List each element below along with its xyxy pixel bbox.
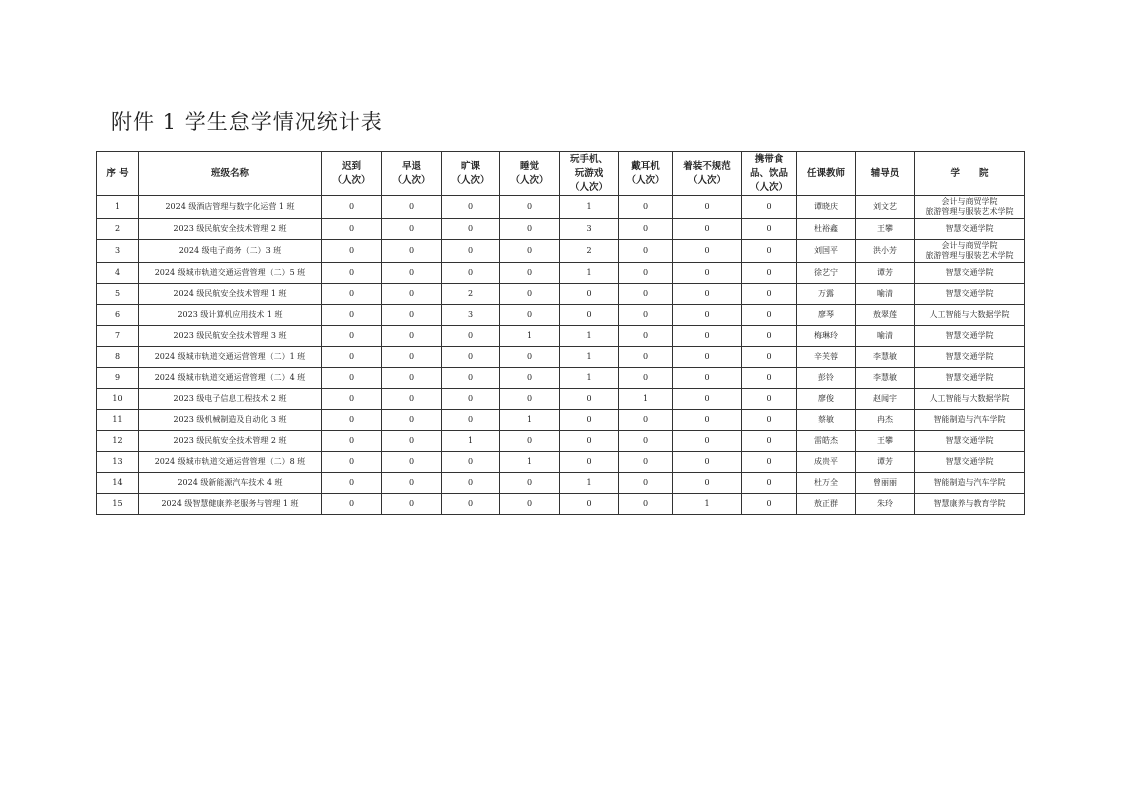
table-cell: 1 xyxy=(619,389,673,410)
table-cell: 0 xyxy=(742,410,797,431)
table-cell: 2 xyxy=(97,219,139,240)
table-cell: 0 xyxy=(619,368,673,389)
table-cell: 0 xyxy=(673,368,742,389)
table-cell: 0 xyxy=(742,452,797,473)
table-cell: 0 xyxy=(322,494,382,515)
table-cell: 智慧交通学院 xyxy=(915,368,1025,389)
table-cell: 2024 级民航安全技术管理 1 班 xyxy=(139,284,322,305)
table-cell: 0 xyxy=(673,263,742,284)
table-cell: 0 xyxy=(442,410,500,431)
table-cell: 0 xyxy=(673,326,742,347)
table-cell: 0 xyxy=(742,347,797,368)
table-cell: 0 xyxy=(382,389,442,410)
table-cell: 洪小芳 xyxy=(856,240,915,263)
table-row xyxy=(97,240,1025,263)
table-cell: 0 xyxy=(560,452,619,473)
table-cell: 0 xyxy=(673,347,742,368)
column-header: 睡觉 （人次） xyxy=(500,152,560,196)
table-cell: 0 xyxy=(382,240,442,263)
table-cell: 8 xyxy=(97,347,139,368)
table-cell: 3 xyxy=(97,240,139,263)
table-cell: 0 xyxy=(619,494,673,515)
table-cell: 0 xyxy=(500,473,560,494)
table-cell: 谭芳 xyxy=(856,263,915,284)
table-cell: 辛芙蓉 xyxy=(797,347,856,368)
table-cell: 万露 xyxy=(797,284,856,305)
table-cell: 李慧敏 xyxy=(856,347,915,368)
table-cell: 1 xyxy=(560,347,619,368)
table-row xyxy=(97,219,1025,240)
table-cell: 0 xyxy=(673,219,742,240)
table-cell: 0 xyxy=(560,284,619,305)
table-cell: 智慧交通学院 xyxy=(915,219,1025,240)
table-cell: 0 xyxy=(322,452,382,473)
column-header: 任课教师 xyxy=(797,152,856,196)
table-cell: 0 xyxy=(322,326,382,347)
column-header: 着装不规范 （人次） xyxy=(673,152,742,196)
table-cell: 王攀 xyxy=(856,431,915,452)
table-row xyxy=(97,263,1025,284)
table-cell: 0 xyxy=(619,196,673,219)
table-cell: 0 xyxy=(619,219,673,240)
column-header: 班级名称 xyxy=(139,152,322,196)
table-cell: 谭晓庆 xyxy=(797,196,856,219)
table-cell: 0 xyxy=(673,473,742,494)
table-cell: 0 xyxy=(322,263,382,284)
table-cell: 0 xyxy=(619,410,673,431)
table-cell: 智慧交通学院 xyxy=(915,347,1025,368)
table-row xyxy=(97,410,1025,431)
table-cell: 0 xyxy=(442,196,500,219)
table-cell: 0 xyxy=(619,326,673,347)
table-cell: 0 xyxy=(500,240,560,263)
table-cell: 2024 级城市轨道交通运营管理（二）5 班 xyxy=(139,263,322,284)
table-cell: 13 xyxy=(97,452,139,473)
table-cell: 0 xyxy=(742,219,797,240)
table-cell: 0 xyxy=(619,347,673,368)
table-cell: 1 xyxy=(97,196,139,219)
table-row xyxy=(97,452,1025,473)
table-cell: 0 xyxy=(742,263,797,284)
column-header: 戴耳机 （人次） xyxy=(619,152,673,196)
table-cell: 0 xyxy=(742,284,797,305)
table-cell: 7 xyxy=(97,326,139,347)
table-cell: 0 xyxy=(382,410,442,431)
table-cell: 0 xyxy=(322,410,382,431)
table-cell: 0 xyxy=(742,240,797,263)
table-cell: 廖俊 xyxy=(797,389,856,410)
table-cell: 10 xyxy=(97,389,139,410)
table-cell: 0 xyxy=(742,473,797,494)
table-cell: 2024 级城市轨道交通运营管理（二）4 班 xyxy=(139,368,322,389)
table-cell: 人工智能与大数据学院 xyxy=(915,305,1025,326)
table-cell: 1 xyxy=(500,410,560,431)
table-cell: 0 xyxy=(322,284,382,305)
table-cell: 2024 级智慧健康养老服务与管理 1 班 xyxy=(139,494,322,515)
table-cell: 徐艺宁 xyxy=(797,263,856,284)
table-cell: 0 xyxy=(382,284,442,305)
table-cell: 0 xyxy=(742,196,797,219)
table-cell: 0 xyxy=(500,305,560,326)
table-row xyxy=(97,368,1025,389)
table-cell: 2023 级民航安全技术管理 3 班 xyxy=(139,326,322,347)
table-cell: 1 xyxy=(673,494,742,515)
table-cell: 会计与商贸学院 旅游管理与服装艺术学院 xyxy=(915,240,1025,263)
table-cell: 0 xyxy=(742,326,797,347)
page-title: 附件 1 学生怠学情况统计表 xyxy=(111,110,383,134)
table-cell: 智慧交通学院 xyxy=(915,284,1025,305)
table-cell: 0 xyxy=(382,326,442,347)
table-cell: 0 xyxy=(382,263,442,284)
table-cell: 0 xyxy=(673,284,742,305)
table-cell: 14 xyxy=(97,473,139,494)
table-cell: 蔡敏 xyxy=(797,410,856,431)
table-cell: 会计与商贸学院 旅游管理与服装艺术学院 xyxy=(915,196,1025,219)
table-cell: 0 xyxy=(500,389,560,410)
table-cell: 0 xyxy=(382,494,442,515)
table-cell: 15 xyxy=(97,494,139,515)
table-cell: 0 xyxy=(560,410,619,431)
table-cell: 3 xyxy=(560,219,619,240)
table-row xyxy=(97,494,1025,515)
table-cell: 2024 级城市轨道交通运营管理（二）1 班 xyxy=(139,347,322,368)
table-cell: 0 xyxy=(673,240,742,263)
table-cell: 0 xyxy=(673,452,742,473)
table-cell: 喻清 xyxy=(856,284,915,305)
table-cell: 2 xyxy=(442,284,500,305)
table-cell: 0 xyxy=(500,431,560,452)
table-cell: 0 xyxy=(442,473,500,494)
table-cell: 杜万全 xyxy=(797,473,856,494)
table-cell: 智慧交通学院 xyxy=(915,452,1025,473)
table-row xyxy=(97,347,1025,368)
table-cell: 0 xyxy=(560,431,619,452)
table-cell: 2024 级新能源汽车技术 4 班 xyxy=(139,473,322,494)
table-cell: 0 xyxy=(619,452,673,473)
table-cell: 人工智能与大数据学院 xyxy=(915,389,1025,410)
table-cell: 王攀 xyxy=(856,219,915,240)
table-cell: 0 xyxy=(742,431,797,452)
table-cell: 0 xyxy=(322,431,382,452)
table-cell: 0 xyxy=(500,219,560,240)
table-cell: 0 xyxy=(322,389,382,410)
table-cell: 1 xyxy=(500,326,560,347)
table-row xyxy=(97,284,1025,305)
table-cell: 2024 级城市轨道交通运营管理（二）8 班 xyxy=(139,452,322,473)
table-cell: 1 xyxy=(560,196,619,219)
table-cell: 9 xyxy=(97,368,139,389)
table-cell: 0 xyxy=(322,473,382,494)
table-cell: 0 xyxy=(382,305,442,326)
table-cell: 1 xyxy=(442,431,500,452)
table-cell: 2024 级电子商务（二）3 班 xyxy=(139,240,322,263)
table-cell: 智慧交通学院 xyxy=(915,431,1025,452)
table-cell: 智能制造与汽车学院 xyxy=(915,473,1025,494)
table-cell: 0 xyxy=(382,219,442,240)
table-cell: 2023 级计算机应用技术 1 班 xyxy=(139,305,322,326)
table-cell: 梅琳玲 xyxy=(797,326,856,347)
table-cell: 曾丽丽 xyxy=(856,473,915,494)
column-header: 学 院 xyxy=(915,152,1025,196)
table-cell: 0 xyxy=(322,219,382,240)
table-row xyxy=(97,431,1025,452)
table-cell: 0 xyxy=(382,431,442,452)
table-cell: 0 xyxy=(500,494,560,515)
column-header: 玩手机、 玩游戏 （人次） xyxy=(560,152,619,196)
table-cell: 冉杰 xyxy=(856,410,915,431)
table-cell: 0 xyxy=(442,452,500,473)
table-cell: 1 xyxy=(560,473,619,494)
table-cell: 敖正群 xyxy=(797,494,856,515)
table-cell: 朱玲 xyxy=(856,494,915,515)
column-header: 旷课 （人次） xyxy=(442,152,500,196)
table-cell: 0 xyxy=(442,368,500,389)
table-cell: 杜裕鑫 xyxy=(797,219,856,240)
column-header: 迟到 （人次） xyxy=(322,152,382,196)
table-cell: 2023 级民航安全技术管理 2 班 xyxy=(139,431,322,452)
table-cell: 0 xyxy=(742,368,797,389)
table-cell: 0 xyxy=(442,263,500,284)
table-cell: 0 xyxy=(560,389,619,410)
table-cell: 廖琴 xyxy=(797,305,856,326)
table-cell: 0 xyxy=(382,196,442,219)
table-cell: 谭芳 xyxy=(856,452,915,473)
table-cell: 0 xyxy=(322,347,382,368)
table-cell: 0 xyxy=(500,196,560,219)
table-cell: 0 xyxy=(442,494,500,515)
table-cell: 1 xyxy=(560,368,619,389)
table-cell: 0 xyxy=(742,305,797,326)
table-cell: 1 xyxy=(560,263,619,284)
table-cell: 0 xyxy=(619,473,673,494)
table-cell: 雷皓杰 xyxy=(797,431,856,452)
table-cell: 12 xyxy=(97,431,139,452)
table-cell: 11 xyxy=(97,410,139,431)
table-cell: 0 xyxy=(673,196,742,219)
table-cell: 智慧交通学院 xyxy=(915,326,1025,347)
table-cell: 0 xyxy=(382,473,442,494)
table-cell: 喻清 xyxy=(856,326,915,347)
table-cell: 刘国平 xyxy=(797,240,856,263)
table-cell: 5 xyxy=(97,284,139,305)
table-cell: 0 xyxy=(322,368,382,389)
column-header: 早退 （人次） xyxy=(382,152,442,196)
statistics-table xyxy=(96,151,1025,515)
table-cell: 0 xyxy=(619,284,673,305)
table-cell: 3 xyxy=(442,305,500,326)
table-cell: 2023 级民航安全技术管理 2 班 xyxy=(139,219,322,240)
table-cell: 0 xyxy=(442,219,500,240)
table-cell: 成贵平 xyxy=(797,452,856,473)
table-row xyxy=(97,326,1025,347)
table-cell: 1 xyxy=(500,452,560,473)
table-row xyxy=(97,389,1025,410)
table-cell: 0 xyxy=(500,263,560,284)
table-cell: 0 xyxy=(673,410,742,431)
table-cell: 智能制造与汽车学院 xyxy=(915,410,1025,431)
table-cell: 0 xyxy=(382,452,442,473)
table-cell: 2024 级酒店管理与数字化运营 1 班 xyxy=(139,196,322,219)
table-cell: 0 xyxy=(560,494,619,515)
table-cell: 0 xyxy=(382,368,442,389)
table-cell: 0 xyxy=(619,305,673,326)
table-cell: 6 xyxy=(97,305,139,326)
table-cell: 0 xyxy=(673,305,742,326)
column-header: 序 号 xyxy=(97,152,139,196)
table-cell: 李慧敏 xyxy=(856,368,915,389)
table-cell: 4 xyxy=(97,263,139,284)
table-cell: 智慧交通学院 xyxy=(915,263,1025,284)
table-cell: 0 xyxy=(742,389,797,410)
table-row xyxy=(97,473,1025,494)
table-cell: 0 xyxy=(619,431,673,452)
table-cell: 0 xyxy=(500,347,560,368)
table-cell: 0 xyxy=(619,263,673,284)
table-cell: 1 xyxy=(560,326,619,347)
table-cell: 0 xyxy=(322,196,382,219)
table-cell: 智慧康养与教育学院 xyxy=(915,494,1025,515)
table-cell: 0 xyxy=(742,494,797,515)
table-cell: 2023 级电子信息工程技术 2 班 xyxy=(139,389,322,410)
table-row xyxy=(97,196,1025,219)
table-cell: 2 xyxy=(560,240,619,263)
table-row xyxy=(97,305,1025,326)
table-header-row xyxy=(97,152,1025,196)
table-cell: 0 xyxy=(673,431,742,452)
table-cell: 0 xyxy=(322,240,382,263)
table-cell: 0 xyxy=(442,347,500,368)
table-cell: 2023 级机械制造及自动化 3 班 xyxy=(139,410,322,431)
table-cell: 0 xyxy=(382,347,442,368)
table-cell: 敖翠莲 xyxy=(856,305,915,326)
column-header: 辅导员 xyxy=(856,152,915,196)
table-cell: 刘文艺 xyxy=(856,196,915,219)
table-cell: 0 xyxy=(322,305,382,326)
table-body xyxy=(97,196,1025,515)
table-cell: 0 xyxy=(500,368,560,389)
table-cell: 0 xyxy=(442,240,500,263)
table-cell: 0 xyxy=(619,240,673,263)
table-cell: 彭铃 xyxy=(797,368,856,389)
table-cell: 0 xyxy=(673,389,742,410)
table-cell: 0 xyxy=(500,284,560,305)
table-cell: 赵闻宇 xyxy=(856,389,915,410)
table-cell: 0 xyxy=(442,326,500,347)
column-header: 携带食 品、饮品 （人次） xyxy=(742,152,797,196)
table-cell: 0 xyxy=(560,305,619,326)
table-cell: 0 xyxy=(442,389,500,410)
